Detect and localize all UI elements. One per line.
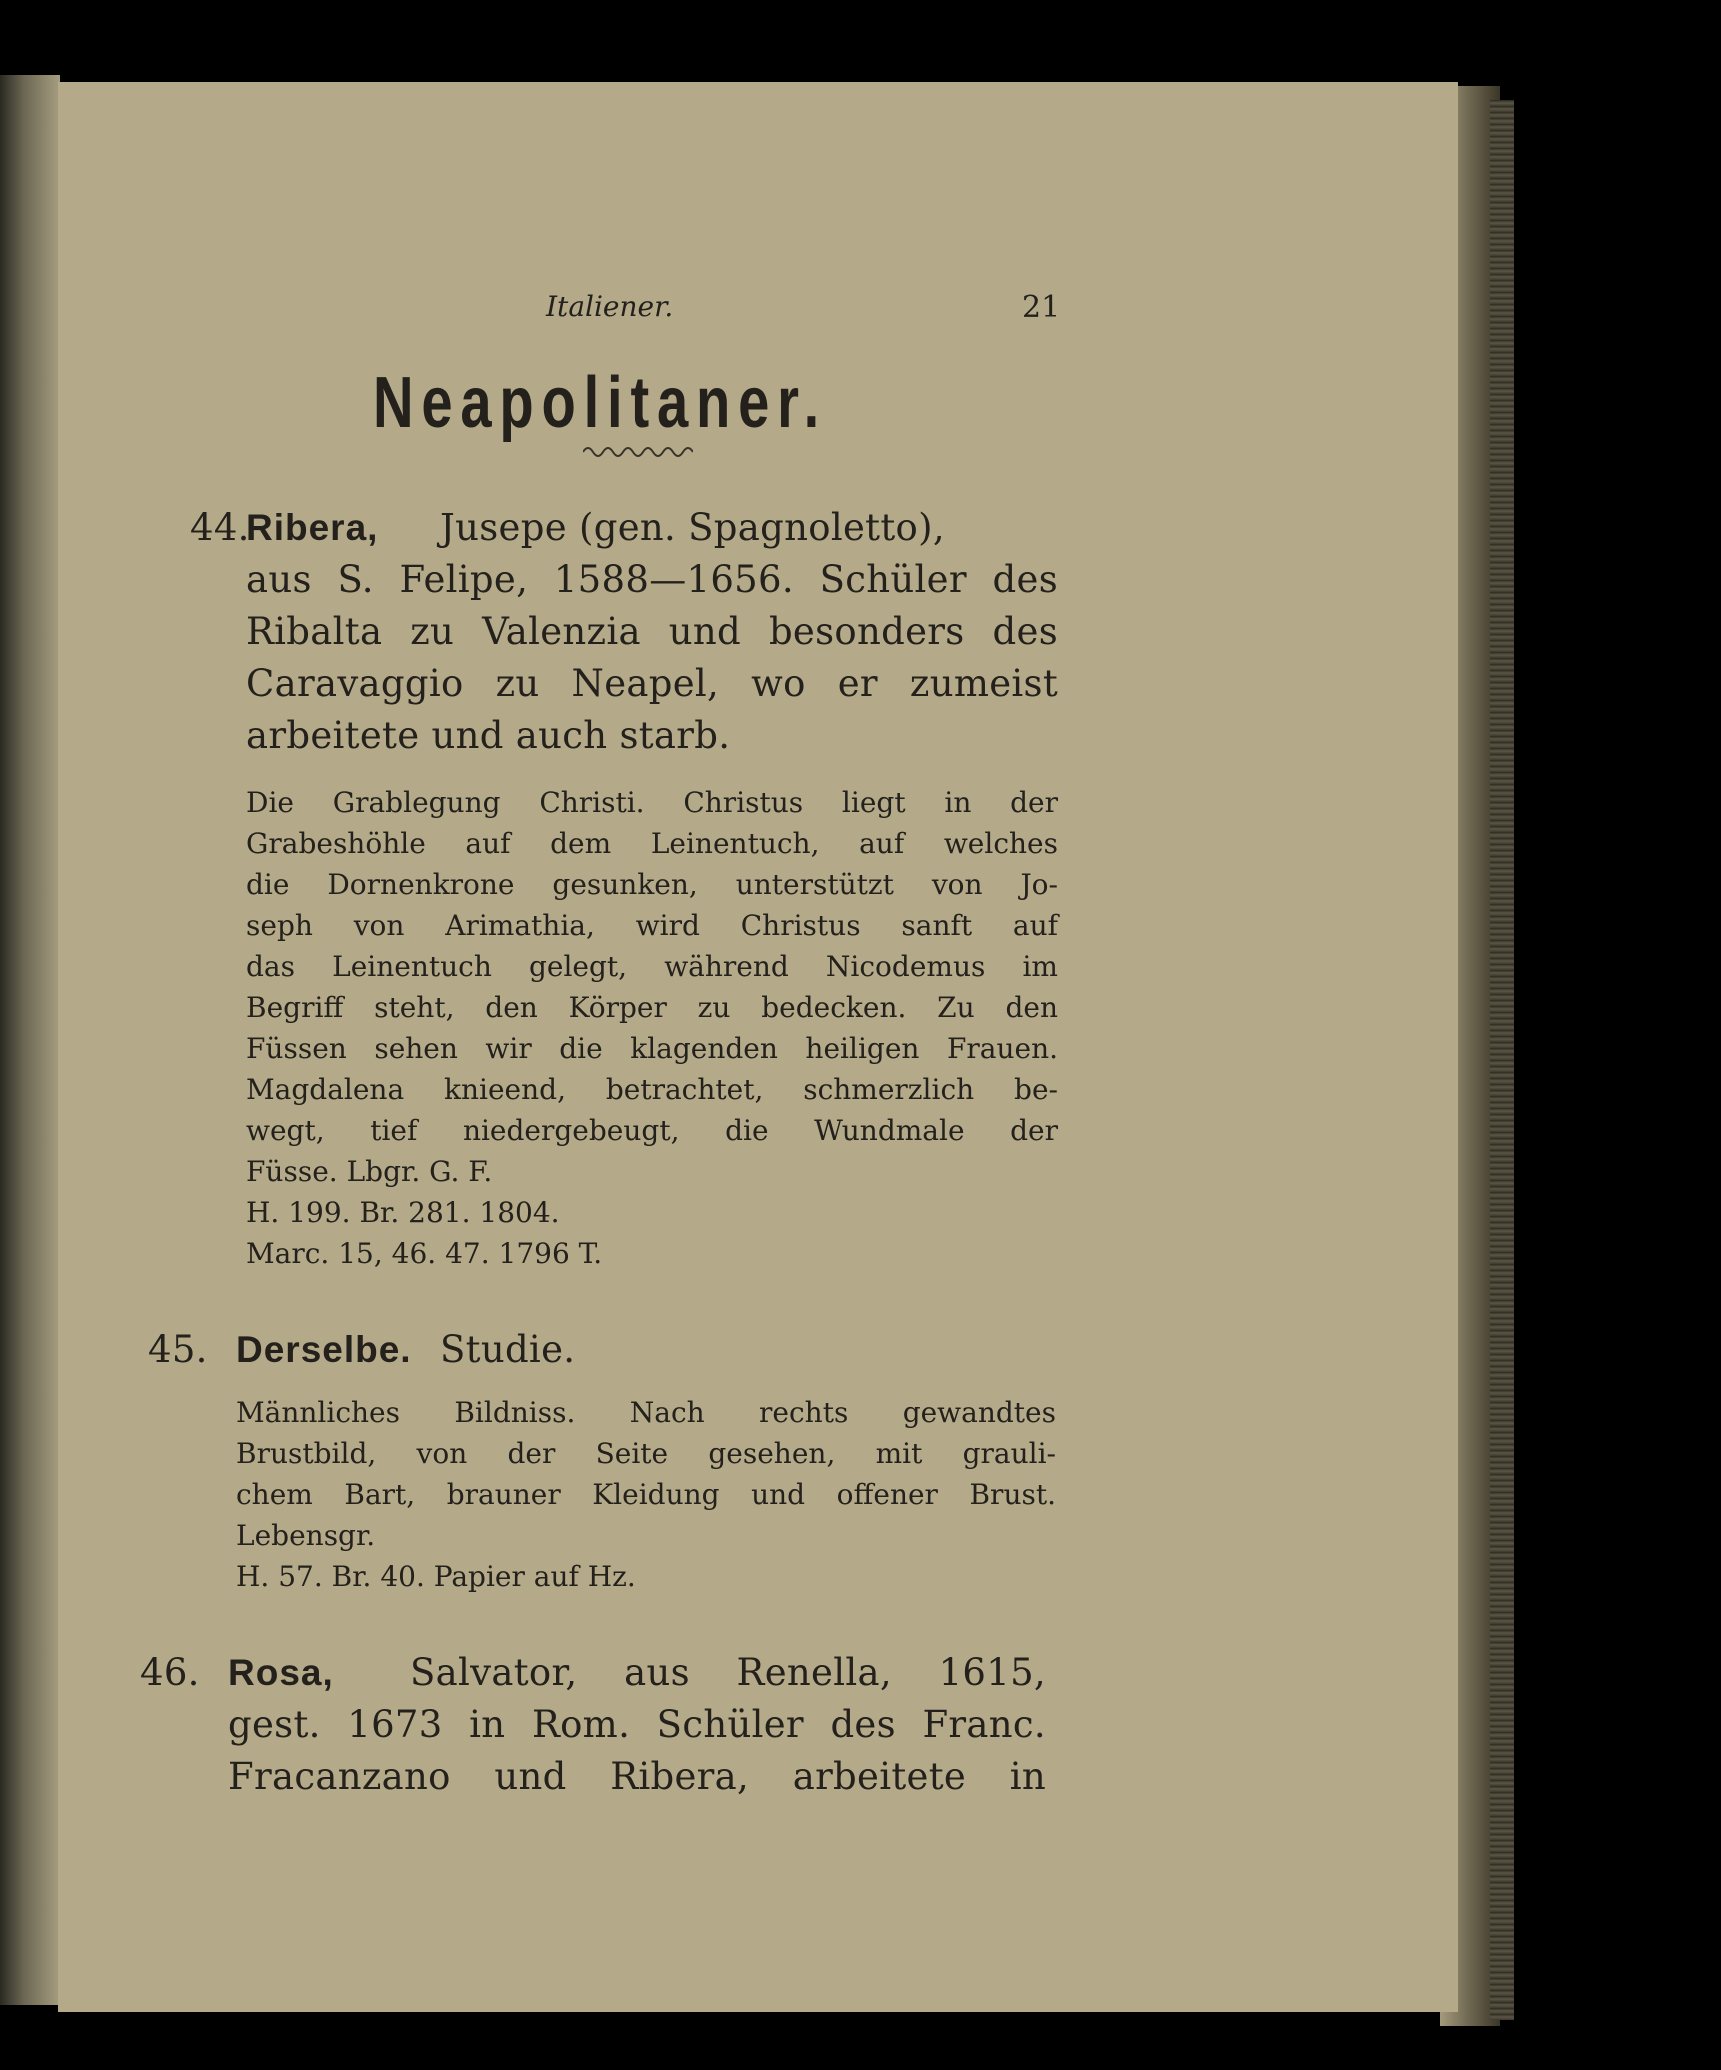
page [58, 82, 1458, 2012]
description-line: Füssen sehen wir die klagenden heiligen Frauen. [246, 1032, 1058, 1065]
artist-bio-line: arbeitete und auch starb. [246, 714, 731, 757]
book-spine-edge [1490, 100, 1514, 2020]
running-title: Italiener. [546, 290, 674, 323]
entry-number: 46. [140, 1651, 200, 1694]
description-line: Brustbild, von der Seite gesehen, mit grauli- [236, 1437, 1056, 1470]
description-line: Lebensgr. [236, 1519, 376, 1552]
description-line: chem Bart, brauner Kleidung und offener Brust. [236, 1478, 1056, 1511]
artist-bio-line: Salvator, aus Renella, 1615, [410, 1651, 1046, 1694]
artist-bio-line: Jusepe (gen. Spagnoletto), [440, 506, 945, 549]
description-line: Grabeshöhle auf dem Leinentuch, auf welches [246, 827, 1058, 860]
dimensions-line: H. 199. Br. 281. 1804. [246, 1196, 560, 1229]
description-line: Magdalena knieend, betrachtet, schmerzlich be- [246, 1073, 1058, 1106]
artist-bio-line: Caravaggio zu Neapel, wo er zumeist [246, 662, 1058, 705]
artist-bio-line: Ribalta zu Valenzia und besonders des [246, 610, 1058, 653]
artist-bio-line: Fracanzano und Ribera, arbeitete in [228, 1755, 1046, 1798]
artist-name: Derselbe. [236, 1329, 412, 1370]
description-line: das Leinentuch gelegt, während Nicodemus im [246, 950, 1058, 983]
artist-name: Ribera, [246, 507, 379, 548]
artwork-title: Studie. [440, 1328, 576, 1371]
description-line: Begriff steht, den Körper zu bedecken. Zu den [246, 991, 1058, 1024]
artist-name: Rosa, [228, 1652, 334, 1693]
description-line: seph von Arimathia, wird Christus sanft auf [246, 909, 1058, 942]
entry-number: 45. [148, 1328, 208, 1371]
description-line: die Dornenkrone gesunken, unterstützt von Jo- [246, 868, 1058, 901]
description-line: Die Grablegung Christi. Christus liegt in der [246, 786, 1058, 819]
description-line: Männliches Bildniss. Nach rechts gewandtes [236, 1396, 1056, 1429]
wavy-ornament [583, 442, 693, 462]
entry-number: 44. [190, 506, 250, 549]
left-page-gutter [0, 75, 60, 2005]
dimensions-line: H. 57. Br. 40. Papier auf Hz. [236, 1560, 636, 1593]
provenance-line: Marc. 15, 46. 47. 1796 T. [246, 1237, 603, 1270]
section-title: Neapolitaner. [373, 363, 828, 443]
description-line: wegt, tief niedergebeugt, die Wundmale der [246, 1114, 1058, 1147]
page-number: 21 [1022, 290, 1061, 325]
artist-bio-line: aus S. Felipe, 1588—1656. Schüler des [246, 558, 1058, 601]
artist-bio-line: gest. 1673 in Rom. Schüler des Franc. [228, 1703, 1046, 1746]
description-line: Füsse. Lbgr. G. F. [246, 1155, 493, 1188]
